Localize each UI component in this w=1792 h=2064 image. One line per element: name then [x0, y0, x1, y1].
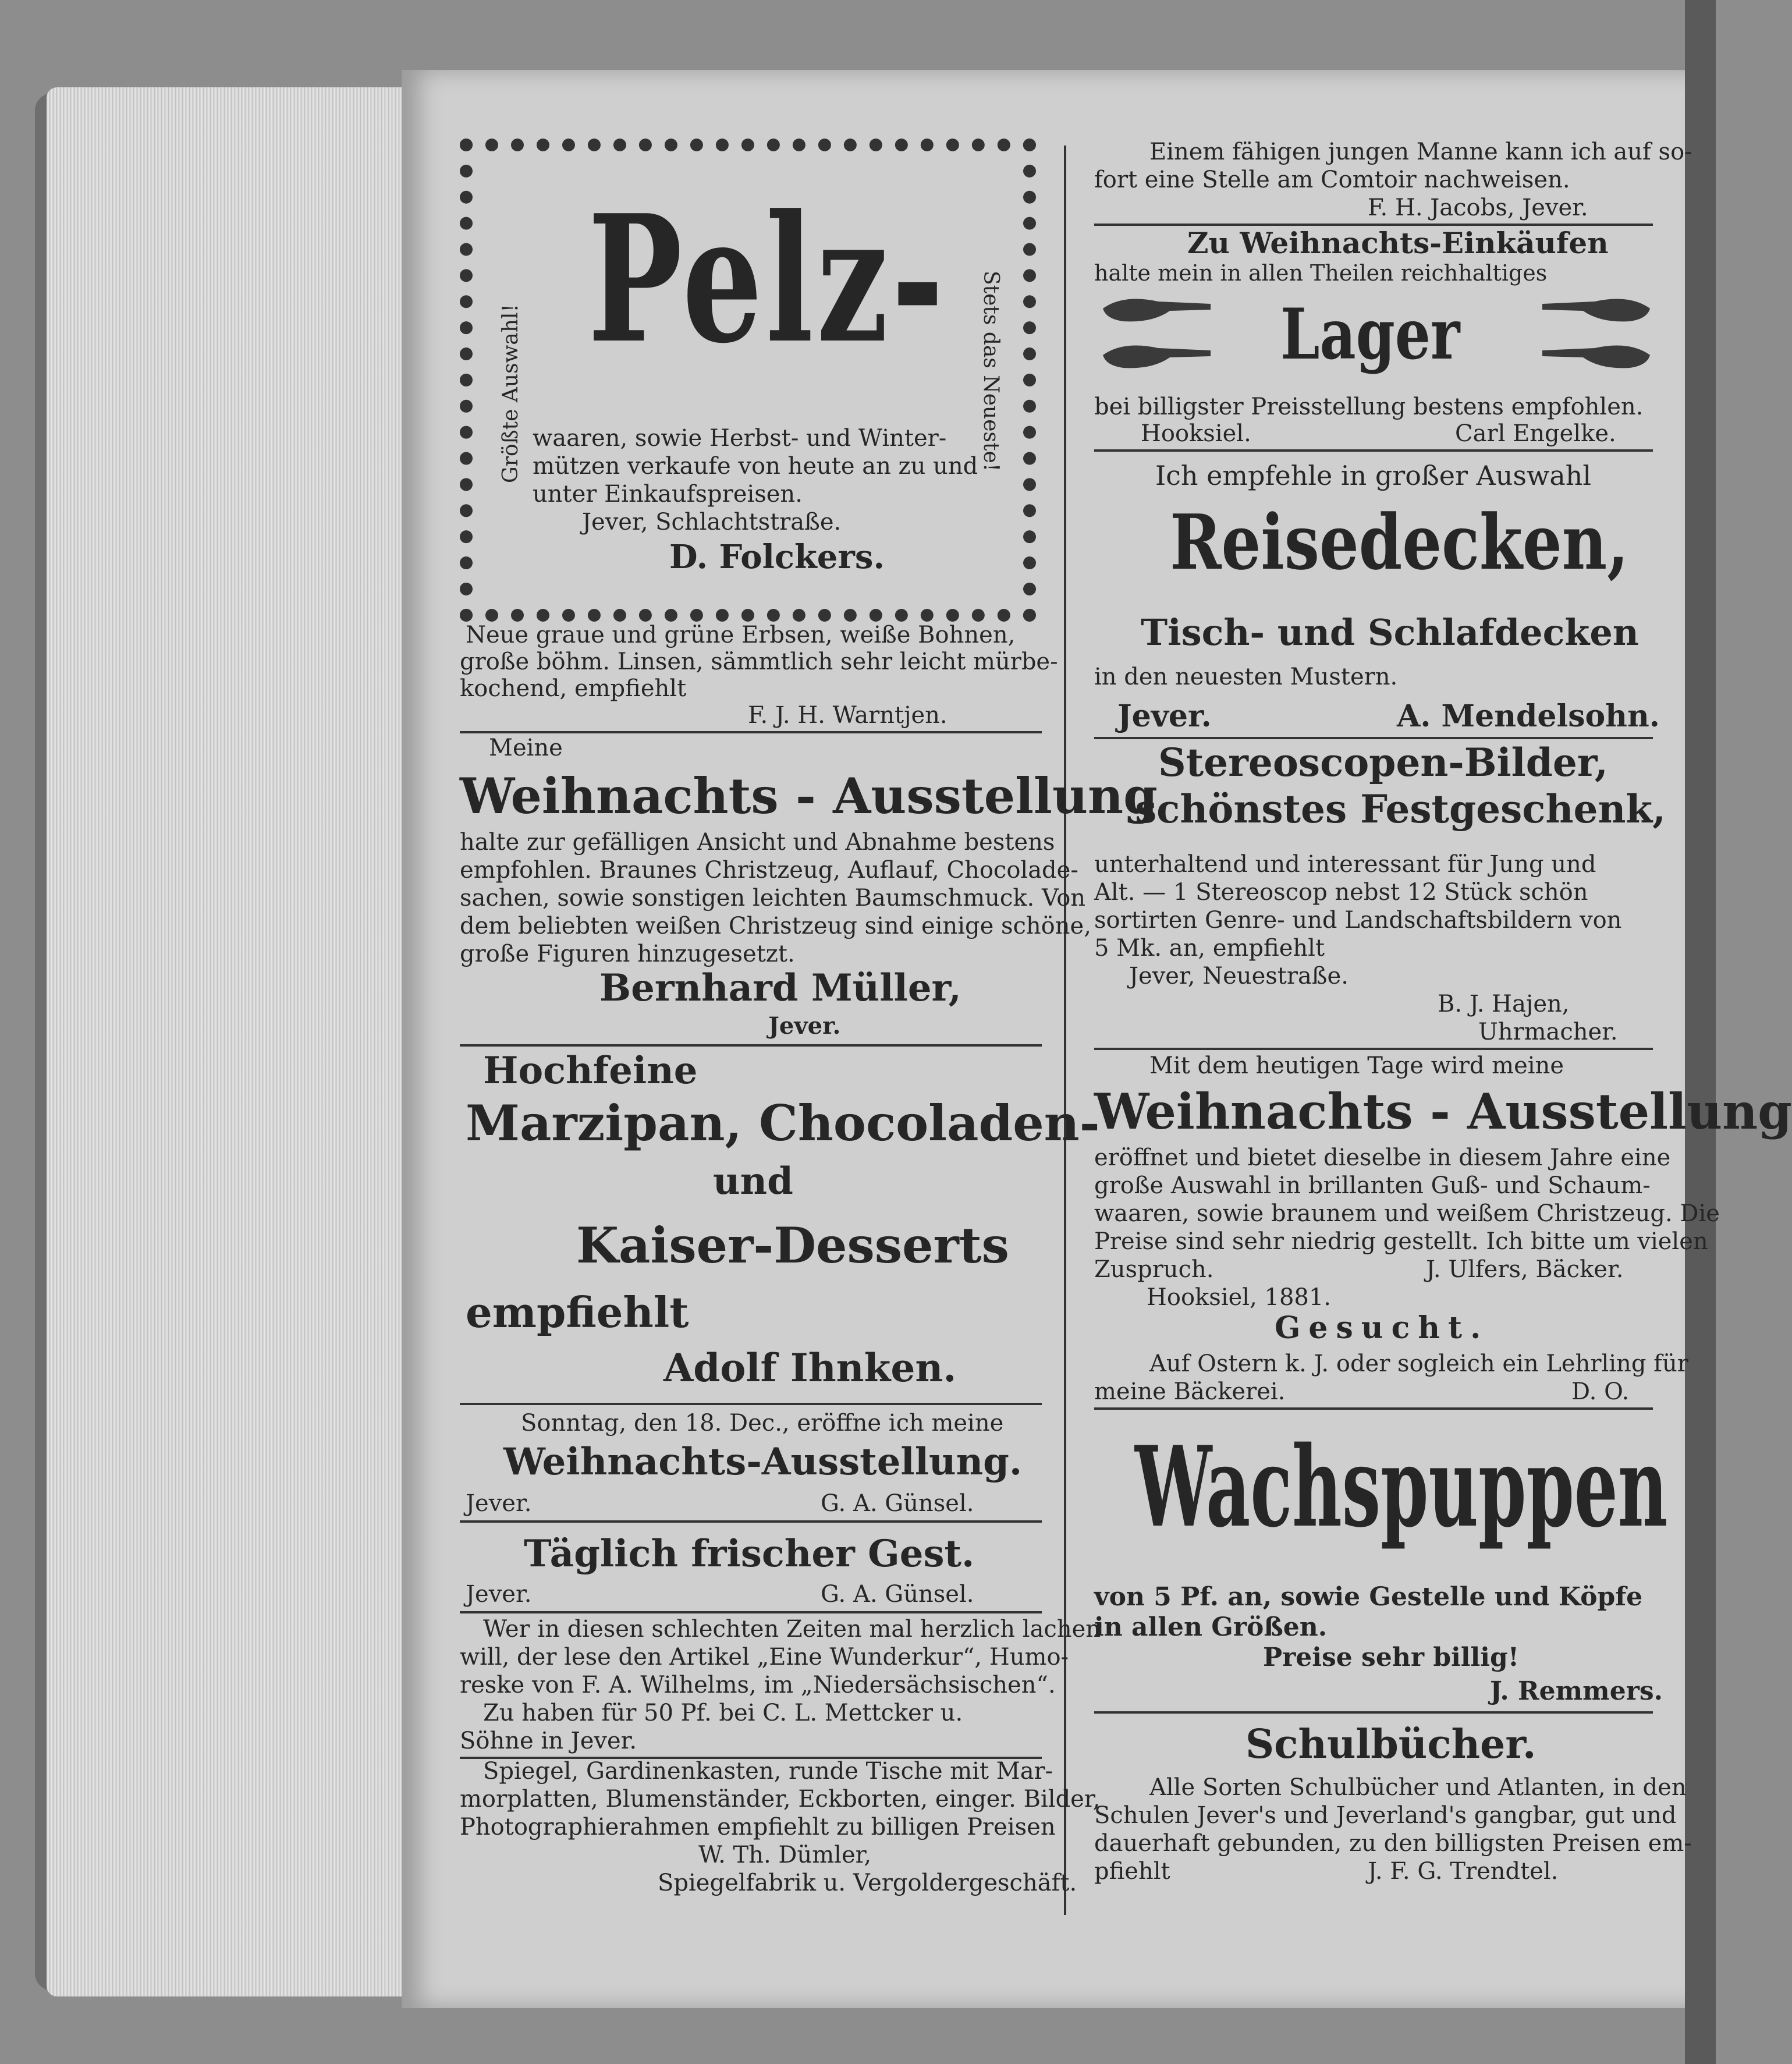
hajen-title-1: Stereoscopen-Bilder,: [1158, 740, 1608, 785]
mueller-title: Weihnachts - Ausstellung: [460, 767, 1158, 825]
mueller-text-1: halte zur gefälligen Ansicht und Abnahme bestens: [460, 829, 1055, 856]
duemler-text-1: Spiegel, Gardinenkasten, runde Tische mit Mar-: [483, 1758, 1053, 1785]
mendelsohn-text-3: in den neuesten Mustern.: [1094, 664, 1398, 690]
trendtel-text-4: pfiehlt: [1094, 1858, 1170, 1885]
ulfers-title: Weihnachts - Ausstellung: [1094, 1083, 1792, 1140]
duemler-signature: W. Th. Dümler,: [698, 1842, 872, 1868]
engelke-place: Hooksiel.: [1141, 420, 1251, 447]
trendtel-text-1: Alle Sorten Schulbücher und Atlanten, in den: [1149, 1774, 1687, 1801]
separator: [1094, 449, 1653, 452]
duemler-text-2: morplatten, Blumenständer, Eckborten, einger. Bilder,: [460, 1786, 1101, 1813]
pelz-text-3: unter Einkaufspreisen.: [533, 481, 803, 508]
guensel1-text: Sonntag, den 18. Dec., eröffne ich meine: [521, 1410, 1004, 1437]
ihnken-line-2: Marzipan, Chocoladen-: [466, 1094, 1100, 1152]
ulfers-text-3: große Auswahl in brillanten Guß- und Schaum-: [1094, 1172, 1651, 1199]
hajen-text-2: Alt. — 1 Stereoscop nebst 12 Stück schön: [1094, 879, 1588, 906]
ihnken-line-1: Hochfeine: [483, 1049, 698, 1093]
remmers-heading: Wachspuppen: [1135, 1422, 1668, 1552]
pelz-text-4: Jever, Schlachtstraße.: [582, 509, 842, 535]
pointing-hand-icon: [1100, 338, 1216, 373]
hajen-signature: B. J. Hajen,: [1438, 991, 1570, 1017]
separator: [460, 731, 1042, 733]
trendtel-title: Schulbücher.: [1245, 1721, 1536, 1768]
hajen-title-2: schönstes Festgeschenk,: [1135, 786, 1666, 832]
engelke-title: Zu Weihnachts-Einkäufen: [1187, 226, 1609, 260]
mueller-signature: Bernhard Müller,: [599, 966, 961, 1010]
hajen-text-3: sortirten Genre- und Landschaftsbildern von: [1094, 907, 1622, 934]
jacobs-text-2: fort eine Stelle am Comtoir nachweisen.: [1094, 166, 1570, 193]
separator: [460, 1403, 1042, 1405]
remmers-text-2: in allen Größen.: [1094, 1612, 1328, 1642]
separator: [460, 1044, 1042, 1047]
erbsen-text-1: Neue graue und grüne Erbsen, weiße Bohnen,: [466, 622, 1016, 648]
ulfers-text-5: Preise sind sehr niedrig gestellt. Ich bitte um vielen: [1094, 1228, 1708, 1255]
engelke-heading: Lager: [1280, 293, 1460, 375]
duemler-text-3: Photographierahmen empfiehlt zu billigen Preisen: [460, 1814, 1056, 1840]
pointing-hand-icon: [1536, 291, 1653, 326]
pelz-side-right: Stets das Neueste!: [979, 271, 1003, 472]
mendelsohn-signature: A. Mendelsohn.: [1397, 698, 1660, 734]
guensel2-place: Jever.: [466, 1581, 532, 1608]
mendelsohn-place: Jever.: [1117, 698, 1212, 734]
pointing-hand-icon: [1100, 291, 1216, 326]
ihnken-line-4: Kaiser-Desserts: [576, 1217, 1009, 1274]
pelz-side-left: Größte Auswahl!: [499, 303, 523, 483]
trendtel-text-3: dauerhaft gebunden, zu den billigsten Preisen em-: [1094, 1830, 1692, 1857]
trendtel-signature: J. F. G. Trendtel.: [1368, 1858, 1559, 1885]
separator: [1094, 1711, 1653, 1714]
separator: [460, 1520, 1042, 1523]
hajen-text-5: Jever, Neuestraße.: [1129, 963, 1349, 990]
wilhelms-text-3: reske von F. A. Wilhelms, im „Niedersächsischen“.: [460, 1672, 1056, 1698]
mendelsohn-heading: Reisedecken,: [1170, 498, 1629, 587]
ulfers-text-6: Zuspruch.: [1094, 1256, 1214, 1283]
ulfers-text-1: Mit dem heutigen Tage wird meine: [1149, 1052, 1564, 1079]
erbsen-signature: F. J. H. Warntjen.: [748, 702, 948, 729]
wilhelms-text-4: Zu haben für 50 Pf. bei C. L. Mettcker u.: [483, 1700, 963, 1726]
hajen-text-1: unterhaltend und interessant für Jung und: [1094, 851, 1596, 878]
pelz-signature: D. Folckers.: [669, 538, 885, 576]
hajen-text-4: 5 Mk. an, empfiehlt: [1094, 935, 1325, 962]
ihnken-line-3: und: [713, 1159, 793, 1203]
engelke-signature: Carl Engelke.: [1455, 420, 1616, 447]
engelke-text-1: halte mein in allen Theilen reichhaltiges: [1094, 260, 1548, 286]
duemler-subtitle: Spiegelfabrik u. Vergoldergeschäft.: [658, 1870, 1077, 1896]
remmers-text-3: Preise sehr billig!: [1263, 1643, 1520, 1672]
erbsen-text-2: große böhm. Linsen, sämmtlich sehr leicht mürbe-: [460, 648, 1058, 675]
pointing-hand-icon: [1536, 338, 1653, 373]
ihnken-signature: Adolf Ihnken.: [663, 1345, 957, 1391]
ulfers-signature: J. Ulfers, Bäcker.: [1426, 1256, 1624, 1283]
hajen-subtitle: Uhrmacher.: [1478, 1019, 1618, 1045]
wilhelms-text-5: Söhne in Jever.: [460, 1728, 637, 1754]
wilhelms-text-2: will, der lese den Artikel „Eine Wunderkur“, Humo-: [460, 1644, 1069, 1671]
jacobs-text-1: Einem fähigen jungen Manne kann ich auf so-: [1149, 139, 1692, 165]
mueller-text-3: sachen, sowie sonstigen leichten Baumschmuck. Von: [460, 885, 1086, 912]
wilhelms-text-1: Wer in diesen schlechten Zeiten mal herzlich lachen: [483, 1616, 1101, 1643]
ulfers-text-4: waaren, sowie braunem und weißem Christzeug. Die: [1094, 1200, 1720, 1227]
ulfers-text-2: eröffnet und bietet dieselbe in diesem Jahre eine: [1094, 1144, 1671, 1171]
mendelsohn-text-2: Tisch- und Schlafdecken: [1141, 611, 1639, 654]
pelz-heading: Pelz-: [588, 176, 948, 382]
gesucht-signature: D. O.: [1571, 1378, 1630, 1405]
erbsen-text-3: kochend, empfiehlt: [460, 675, 687, 702]
mueller-text-5: große Figuren hinzugesetzt.: [460, 941, 795, 967]
guensel2-title: Täglich frischer Gest.: [524, 1532, 975, 1576]
guensel1-title: Weihnachts-Ausstellung.: [503, 1440, 1023, 1484]
mueller-meine: Meine: [489, 735, 563, 761]
engelke-text-2: bei billigster Preisstellung bestens empfohlen.: [1094, 393, 1644, 420]
trendtel-text-2: Schulen Jever's und Jeverland's gangbar, gut und: [1094, 1802, 1677, 1829]
jacobs-signature: F. H. Jacobs, Jever.: [1368, 194, 1588, 221]
guensel1-place: Jever.: [466, 1490, 532, 1517]
mueller-text-2: empfohlen. Braunes Christzeug, Auflauf, Chocolade-: [460, 857, 1078, 884]
guensel1-signature: G. A. Günsel.: [821, 1490, 974, 1517]
ulfers-date: Hooksiel, 1881.: [1147, 1284, 1332, 1311]
separator: [460, 1611, 1042, 1613]
pelz-text-1: waaren, sowie Herbst- und Winter-: [533, 425, 947, 452]
mueller-text-4: dem beliebten weißen Christzeug sind einige schöne,: [460, 913, 1091, 939]
gesucht-title: Gesucht.: [1275, 1310, 1489, 1346]
gesucht-text-1: Auf Ostern k. J. oder sogleich ein Lehrling für: [1149, 1350, 1688, 1377]
ihnken-line-5: empfiehlt: [466, 1288, 689, 1337]
separator: [1094, 1048, 1653, 1050]
facing-page-edge: [1685, 0, 1716, 2064]
mueller-place: Jever.: [768, 1012, 841, 1040]
remmers-signature: J. Remmers.: [1490, 1676, 1663, 1706]
separator: [1094, 1407, 1653, 1410]
mendelsohn-text-1: Ich empfehle in großer Auswahl: [1155, 460, 1592, 491]
gesucht-text-2: meine Bäckerei.: [1094, 1378, 1286, 1405]
book-page-edges: [47, 87, 419, 1996]
remmers-text-1: von 5 Pf. an, sowie Gestelle und Köpfe: [1094, 1582, 1643, 1612]
guensel2-signature: G. A. Günsel.: [821, 1581, 974, 1608]
pelz-text-2: mützen verkaufe von heute an zu und: [533, 453, 978, 480]
